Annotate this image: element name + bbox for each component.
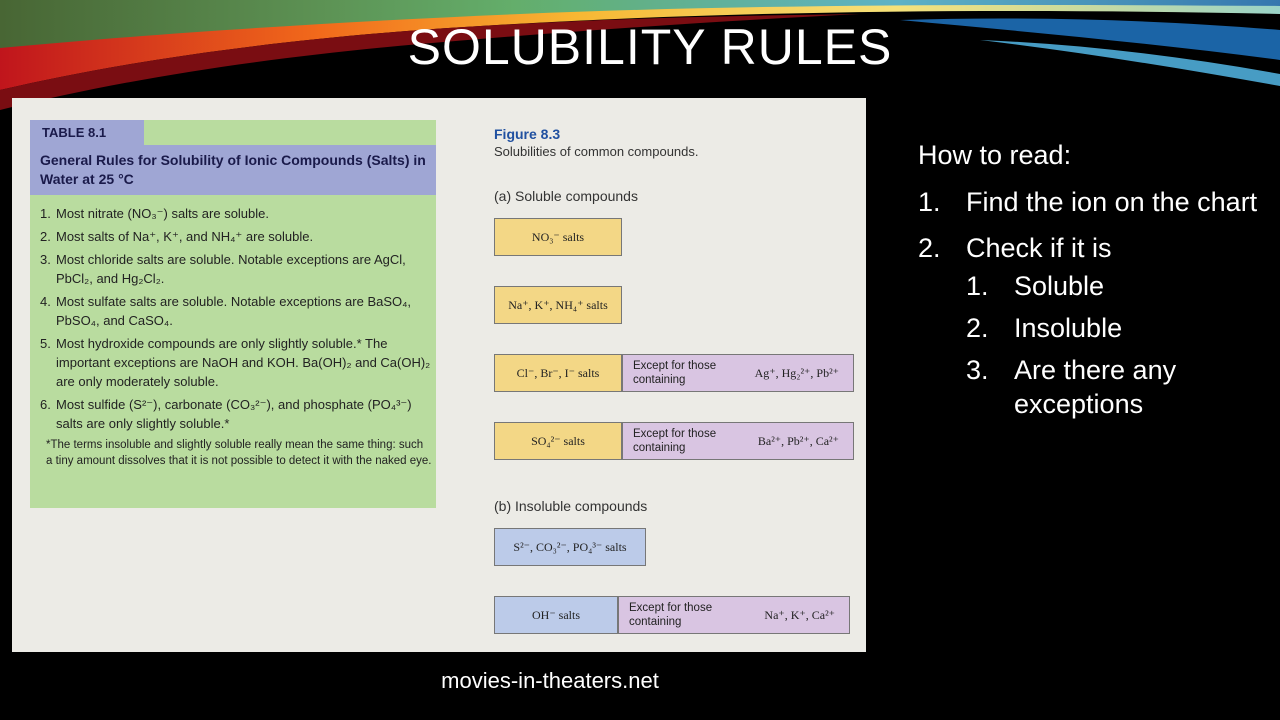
table-heading: General Rules for Solubility of Ionic Compounds (Salts) in Water at 25 °C xyxy=(30,145,436,195)
rules-list xyxy=(40,204,432,469)
halide-exceptions-box xyxy=(622,354,854,392)
soluble-heading: (a) Soluble compounds xyxy=(494,188,638,204)
rule-item: 1. Most nitrate (NO₃⁻) salts are soluble. xyxy=(40,206,270,221)
sulfate-exceptions-box xyxy=(622,422,854,460)
nitrate-salts-box: NO₃⁻ salts xyxy=(494,218,622,256)
how-to-read-panel xyxy=(918,140,1258,429)
insoluble-salts-box: S²⁻, CO₃²⁻, PO₄³⁻ salts xyxy=(494,528,646,566)
insoluble-heading: (b) Insoluble compounds xyxy=(494,498,648,514)
rule-item: 4. Most sulfate salts are soluble. Notable exceptions are BaSO₄, PbSO₄, and CaSO₄. xyxy=(40,294,412,328)
figure-caption xyxy=(494,126,699,159)
except-label: Except for those containing xyxy=(633,428,717,454)
hydroxide-exceptions-box xyxy=(618,596,850,634)
sulfate-salts-box: SO₄²⁻ salts xyxy=(494,422,622,460)
exception-ions: Na⁺, K⁺, Ca²⁺ xyxy=(764,607,835,622)
rule-item: 2. Most salts of Na⁺, K⁺, and NH₄⁺ are soluble. xyxy=(40,229,314,244)
howto-substep: 2. Insoluble xyxy=(966,313,1123,343)
slide-title: SOLUBILITY RULES xyxy=(407,19,893,75)
howto-heading: How to read: xyxy=(918,140,1072,170)
solubility-rules-table xyxy=(30,120,436,508)
howto-substep: 1. Soluble xyxy=(966,271,1105,301)
footer-url: movies-in-theaters.net xyxy=(441,668,659,693)
table-footnote: *The terms insoluble and slightly soluble really mean the same thing: such a tiny amount dissolves that it is not possible to detect it with the naked eye. xyxy=(46,439,432,467)
howto-substep: 3. Are there any exceptions xyxy=(966,355,1177,419)
except-label: Except for those containing xyxy=(629,602,713,628)
figure-title: Figure 8.3 xyxy=(494,126,561,142)
howto-step: 2. Check if it is xyxy=(918,233,1112,263)
except-label: Except for those containing xyxy=(633,360,717,386)
rule-item: 5. Most hydroxide compounds are only slightly soluble.* The important exceptions are NaOH and KOH. Ba(OH)₂ and Ca(OH)₂ are only moderately soluble. xyxy=(40,336,431,389)
alkali-salts-box: Na⁺, K⁺, NH₄⁺ salts xyxy=(494,286,622,324)
rule-item: 6. Most sulfide (S²⁻), carbonate (CO₃²⁻), and phosphate (PO₄³⁻) salts are only slightly soluble.* xyxy=(40,397,412,431)
table-tag: TABLE 8.1 xyxy=(30,120,144,145)
figure-subtitle: Solubilities of common compounds. xyxy=(494,144,699,159)
textbook-scan-image xyxy=(12,98,866,652)
exception-ions: Ba²⁺, Pb²⁺, Ca²⁺ xyxy=(757,433,839,448)
rule-item: 3. Most chloride salts are soluble. Notable exceptions are AgCl, PbCl₂, and Hg₂Cl₂. xyxy=(40,252,406,286)
halide-salts-box: Cl⁻, Br⁻, I⁻ salts xyxy=(494,354,622,392)
hydroxide-salts-box: OH⁻ salts xyxy=(494,596,618,634)
howto-step: 1. Find the ion on the chart xyxy=(918,187,1258,217)
exception-ions: Ag⁺, Hg₂²⁺, Pb²⁺ xyxy=(754,365,839,380)
